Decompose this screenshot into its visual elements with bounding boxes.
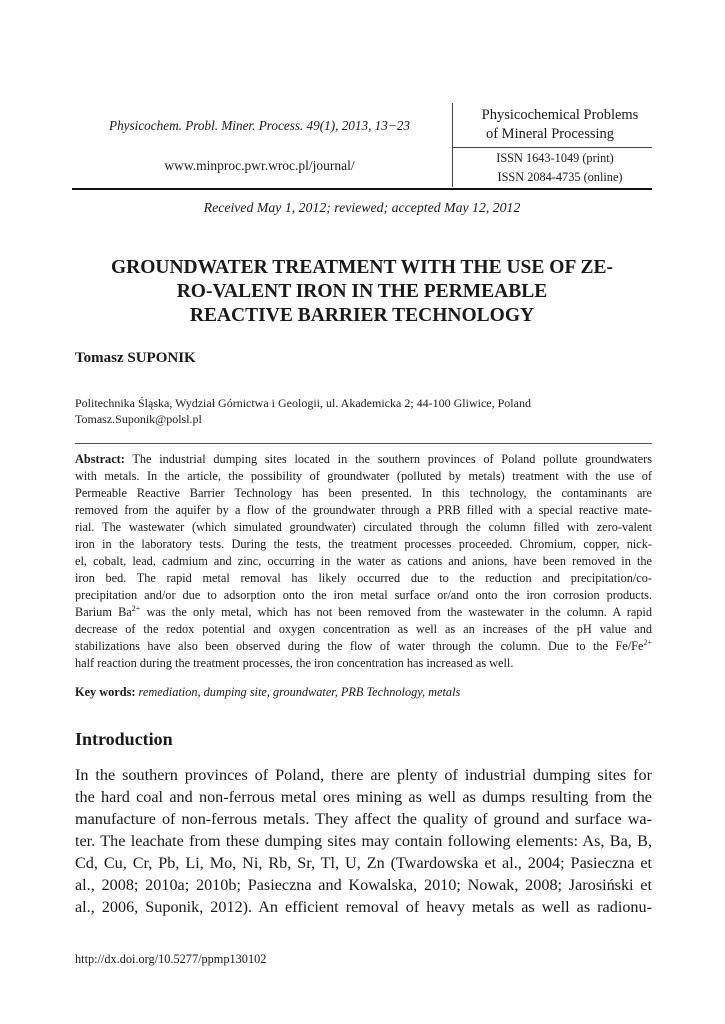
abstract-line: half reaction during the treatment processes, the iron concentration has increased as well. xyxy=(75,656,514,670)
abstract-label: Abstract: xyxy=(75,452,125,466)
abstract-line: removed from the aquifer by a flow of the groundwater through a PRB filled with a special reactive mate- xyxy=(75,503,652,517)
abstract-line xyxy=(75,638,652,655)
received-dates: Received May 1, 2012; reviewed; accepted May 12, 2012 xyxy=(203,200,521,215)
body-line: In the southern provinces of Poland, there are plenty of industrial dumping sites for xyxy=(75,766,652,784)
title-line: REACTIVE BARRIER TECHNOLOGY xyxy=(189,305,535,326)
body-line: Cd, Cu, Cr, Pb, Li, Mo, Ni, Rb, Sr, Tl, U, Zn (Twardowska et al., 2004; Pasieczna et xyxy=(75,854,652,872)
body-line: ter. The leachate from these dumping sites may contain following elements: As, Ba, B, xyxy=(75,832,652,850)
journal-name-line1: Physicochemical Problems xyxy=(481,107,639,123)
citation: Physicochem. Probl. Miner. Process. 49(1), 2013, 13−23 xyxy=(109,118,410,133)
section-heading-introduction: Introduction xyxy=(75,729,173,749)
abstract-line: el, cobalt, lead, cadmium and zinc, occurring in the water as cations and anions, have been removed in the xyxy=(75,554,652,568)
keywords xyxy=(75,685,460,700)
doi-link[interactable]: http://dx.doi.org/10.5277/ppmp130102 xyxy=(75,952,267,966)
journal-name-line2: of Mineral Processing xyxy=(485,126,615,142)
abstract-line: precipitation and/or due to adsorption onto the iron metal surface or/and onto the iron corrosion products. xyxy=(75,588,652,602)
superscript: 2+ xyxy=(131,603,141,613)
title-line: GROUNDWATER TREATMENT WITH THE USE OF ZE- xyxy=(110,257,614,278)
abstract-line: decrease of the redox potential and oxygen concentration as well as an increases of the pH value and xyxy=(75,622,652,636)
body-line: the hard coal and non-ferrous metal ores mining as well as dumps resulting from the xyxy=(75,788,652,806)
abstract-line: with metals. In the article, the possibility of groundwater (polluted by metals) treatment with the use of xyxy=(75,469,652,483)
affiliation: Politechnika Śląska, Wydział Górnictwa i Geologii, ul. Akademicka 2; 44-100 Gliwice, Poland xyxy=(75,396,531,410)
header-divider-vertical xyxy=(452,103,453,187)
abstract-text: stabilizations have also been observed during the flow of water through the column. Due to the Fe/Fe xyxy=(75,639,644,653)
author-email[interactable]: Tomasz.Suponik@polsl.pl xyxy=(75,412,202,426)
title-line: RO-VALENT IRON IN THE PERMEABLE xyxy=(176,281,548,302)
body-line: al., 2006, Suponik, 2012). An efficient removal of heavy metals as well as radionu- xyxy=(75,898,652,916)
abstract-text: Barium Ba xyxy=(75,605,132,619)
keywords-label: Key words: xyxy=(75,685,136,699)
header-divider-horizontal xyxy=(452,147,652,148)
abstract-line xyxy=(75,604,652,621)
abstract-line: rial. The wastewater (which simulated groundwater) circulated through the column filled with zero-valent xyxy=(75,520,652,534)
abstract-text: The industrial dumping sites located in the southern provinces of Poland pollute groundwaters xyxy=(132,452,652,466)
issn-print: ISSN 1643-1049 (print) xyxy=(496,151,614,165)
keywords-text: remediation, dumping site, groundwater, PRB Technology, metals xyxy=(138,685,461,699)
author: Tomasz SUPONIK xyxy=(75,350,196,366)
body-line: manufacture of non-ferrous metals. They affect the quality of ground and surface wa- xyxy=(75,810,652,828)
paper-title xyxy=(72,256,652,328)
body-line: al., 2008; 2010a; 2010b; Pasieczna and Kowalska, 2010; Nowak, 2008; Jarosiński et xyxy=(75,876,652,894)
superscript: 2+ xyxy=(643,637,652,647)
abstract-text: was the only metal, which has not been removed from the wastewater in the column. A rapid xyxy=(146,605,652,619)
abstract-line: Permeable Reactive Barrier Technology has been presented. In this technology, the contaminants are xyxy=(75,486,652,500)
issn-online: ISSN 2084-4735 (online) xyxy=(497,170,623,184)
header-rule xyxy=(72,188,652,190)
abstract-line: iron bed. The rapid metal removal has likely occurred due to the reduction and precipitation/co- xyxy=(75,571,652,585)
journal-url[interactable]: www.minproc.pwr.wroc.pl/journal/ xyxy=(164,158,355,173)
abstract-line: iron in the laboratory tests. During the tests, the treatment processes proceeded. Chromium, copper, nick- xyxy=(75,537,652,551)
abstract-rule xyxy=(75,443,652,444)
